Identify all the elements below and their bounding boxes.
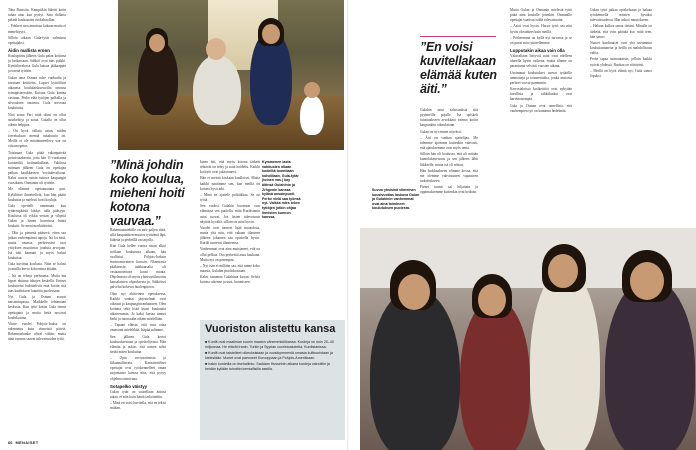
paragraph: – Nyt isän ei millään saa, että tunne koko maasta, Gulahin puoliskoistaan. <box>200 263 260 273</box>
photo-person <box>460 298 530 450</box>
paragraph: – Olin ja pienenä pääsevä, etten saa jatkaa varhempänsä tapoja. Isä loi äitiä, mutta omassa perheessäni tuot yrityksen muuttuvat jouduta arvojaan. Isä toki kannatti ja myös halusi kouluttaa. <box>8 230 66 260</box>
paragraph: Sen jälkeen Gula kertoi koulutuksestaan ja opiskelijoista. Hän elämän ja uskoo, että naisen tulisi tietää miten kouluttaa. <box>110 334 166 354</box>
paragraph: Gula opettelli ranomaan kun tyttärenpäästä käskyt tulla pääsyyn. Koulussa oli rykkit vestan ja vihjeitä Gulan ja hänen kaverinsa häntä koulutti. Se meni merkittävästi. <box>8 203 66 229</box>
paragraph: Mutta Gulan ja Osmanin mielestä tyttö pitää aina koululle jotenkin. Osmanille opettajat vaativat isällä tulevaisuutta. <box>510 8 572 23</box>
paragraph: Gulan tytär on suurellaan äitinsä takaa, ei niin kuin häntä tarkoitettiin. <box>110 389 166 399</box>
paragraph: Kun Gula kellee vuotta sittan alkui sotilaan koulutusta aikaan, hän osallistui Pohjois-Iraksin muistonsivainen kurssin. Nkaasiasta pääkurssin trakkiaasalta oli vastaanotettava kuusi muuta. Ohjelmassa oli myös yhteistyöilmoitus kansalaisten ohjauksesta ja. Sähköiset palvelut kokevat huolenpitoon. <box>110 244 166 290</box>
paragraph: Koulupiirin jälkeen Gula palaa kotiinsa ja luokassaan. Sähköt ovat taas poikki. Kynttilävalossa Gula katsoa jääkaappia ja toteaa tyttöön. <box>8 54 66 74</box>
photo-person-grandmother <box>193 55 241 125</box>
paragraph: – Meillä on hyvä elämä nyt, Gula sanoo lopuksi. <box>590 68 652 78</box>
factbox-item: ■ Irakin kurdeilla on itsehallinto. Saddam Husseinin aikana kurdeja vainottiin ja heidän kyliään tuhottiin kemiallisilla aseilla. <box>205 361 330 371</box>
photo-person <box>605 278 695 450</box>
page-footer-left <box>8 440 39 445</box>
paragraph: Sen vuoksi Gulahin huomion ovat elämässä sen puolella, mitä Kurdistanin asiat tuovat. Jos lasten tulevaisuus näyttää hyvältä, silloin on asiat hyvin. <box>200 204 260 224</box>
paragraph: Uusimmat koulutukset tuovat tyttärille ammatteja ja toimeentuloa, jonka ansiosta perheet voivat paremmin. <box>510 70 572 85</box>
paragraph: Gulan on nyt ennen nöyrästi. <box>420 129 462 134</box>
photo-caption-left: Kymmenen lasta vahtiusten ollaan kodeiltä tuomitaan kohdillaan. Gula-tytär (toinen vas.) kay äitinsä Gulahinin ja Zrhgenin kanssa kyläsä ansainpuoli. Perhe vielä saa työnsä nyt. Vaikka mies tekee tyttöjen jotkin ohjaa ihmisten kunnon kanssa. <box>262 160 301 220</box>
paragraph: – Minä en ajattele politiikkaa. Se on työtä. <box>200 192 260 203</box>
paragraph: – Opin suvivaatimista ja liikunnalliseeta. Kansainväliset opettajat ovat työskennelleet oman tarjontansa kanssa niin, että pysyy ohjelma toimivana. <box>110 356 166 381</box>
paragraph: Gula ja Osman ovat onnellisia, että vanhempien työ on kantanut hedelmää. <box>510 103 572 113</box>
paragraph: Perhe tapaa sunnuntaisin, jolloin kaikki syövät yhdessä. Ruokaa on riittävästi. <box>590 57 652 67</box>
right-column-b <box>510 8 572 220</box>
photo-face <box>478 284 506 316</box>
right-column-a <box>420 108 478 220</box>
subheading: Sotapelko väistyy <box>110 383 148 389</box>
left-column-2 <box>110 228 166 436</box>
paragraph: Gulan tyttö jatkaa opiskeluaan ja haluaa työskennellä naisten hyväksi tulevaisuudessa. Hän uskoo muutokseen. <box>590 8 652 23</box>
paragraph: – Pokkeri turu annoisaa kukaan mutta ei menehtyyyt. <box>8 24 66 34</box>
photo-face <box>304 82 320 98</box>
photo-person <box>370 288 460 450</box>
photo-face <box>398 274 430 310</box>
photo-family-living-room <box>118 0 344 150</box>
pull-quote-rule <box>420 36 496 37</box>
photo-caption-right: Suvun yksisinä viimeinen kuusivuotias laskuva Gulan ja Gulahinin vanhemmat ovat aina toimineet koulutuksen puolesta. <box>372 188 420 211</box>
paragraph: Gula kuvittaa koulusta. Näin se halusi ja muilla kuvio kokoontua äitiään. <box>8 262 66 272</box>
paragraph: Kerrostaloissa kotikeittiöt ovat nykyään tavallisia ja sähkökatkot ovat harvinaisempia. <box>510 87 572 102</box>
photo-person <box>530 268 600 450</box>
paragraph: – Haluan kulkea omaa tietäni. Minulle on tärkeää, että voin päättää itse, mitä teen, hän sanoo. <box>590 24 652 39</box>
paragraph: Silloin hän oli koulussa, että oli mitään kuntolukeneisuus ja sen jälkeen lähti liikkeelle, mutta isä oli rehtori. <box>420 152 478 167</box>
photo-face <box>206 38 226 60</box>
factbox-body <box>205 340 341 372</box>
photo-women-group <box>360 228 696 450</box>
paragraph: Hän luokkaakseen olimme kovaa, että me olemme vahvistuneet vapaaseen tarkoitukseen. <box>420 168 478 183</box>
paragraph: Hän ei meistä koskaan kuulloiset. Mutta kaikki nautimme sen, kun meillä on kotona hyvä arki. <box>200 176 260 191</box>
pull-quote-right: ”En voisi kuvitellakaan elämää kuten äiti.” <box>420 40 497 96</box>
paragraph: Vuodet ovat tuoneet lisää muutoksia, mutta yhä niin, että vakaan tilanteen jälkeen jokainen saa opiskella hyvin. Kurdit tuntevat tilanteensa. <box>200 225 260 246</box>
page-gutter <box>347 0 349 450</box>
paragraph: Kaksi sanomaa Gulahinta kuvaa: Selviä kotona rakenne ja uusi, huomiseen. <box>200 275 260 285</box>
paragraph: – Äiti on vanhaa ajattelijaa. Me tulemme ajoimme kuitenkin vahvasti, että ajatuksemme ovat myös omia. <box>420 135 478 151</box>
right-column-c <box>590 8 652 220</box>
factbox-title: Vuoriston alistettu kansa <box>205 323 336 335</box>
paragraph: Olen nyt aktiivinen opetuksessa. Kaikki vanhat järjestelmät ovat oikeasti ja kaupunginvanhanneet. Olen kotiutta sekä lisää kuusi kuukautta aikaisemmin. Jo kaksi kertaa tuntuu hetki ja tutoriaalin oikein mielellään. <box>110 291 166 321</box>
paragraph: Vanhemmat ovat aina muistaneet, että on ollut pelkoa. Osa perheistä asuu kaukana. Mutta nyt on parempaa. <box>200 247 260 262</box>
paragraph: Rakennusmiehille on mtv paljon töitä, sillä kaupunkien muutos työttömä läpi, laikeaa ja perheillä on tarjolla. <box>110 228 166 243</box>
left-column-1 <box>8 8 66 436</box>
paragraph: Taha Buutsiin. Kampiikin läketti kotin tuhaa aino kun pystyi. Sata dollaria pelasti kaukaasien ruokahuollon. <box>8 8 66 23</box>
paragraph: Väkivaltaan liittyvät asiat ovat edelleen alueella hyvin vaikeita, mutta tilanne on parantunut selvästi vuosien aikana. <box>510 54 572 69</box>
paragraph: Nuoret kurdinaiset ovat yhä useammin kouluttautuneita ja heillä on mahdollisuus valita. <box>590 40 652 56</box>
paragraph: – Tapaan eläisin, että voin ottaa omassani mielehhää. Isäpää tulimme. <box>110 323 166 333</box>
paragraph: Nisä soma Pari niitä olimi on ollut suurkehityt ja sotaa. Gulalla on ollut oikein helppoa. <box>8 112 66 127</box>
photo-face <box>630 262 664 300</box>
photo-face <box>548 254 578 288</box>
photo-face <box>262 24 280 44</box>
factbox-item: ■ Kurdit ovat maailman suurin maaton vähemmistökansa. Kurdeja on noin 20–40 miljoonaa. He elävät Iranin, Turkin ja Syyrian vuoristoalueella, Kurdistanissa. <box>205 340 334 350</box>
paragraph: Gulahin astui salaisuuksia sitä pyytmeille pojalle. Isä opiskeli tutustuakseen arvokkaat vaimot kotiin kaupunkiin oikeuksiaan. <box>420 108 478 128</box>
paragraph: Nyt Gula ja Osman asuvat naistentupassa. Maikkelle tehtamaan keskusta. Kun tyttö kotiin Gula tiensa opettajana ja mutta heitä nostivat koulukotona. <box>8 295 66 320</box>
pull-quote-left: ”Minä johdin koko koulua, mieheni hoiti kotona vauvaa.” <box>110 158 185 228</box>
paragraph: Me olimme opetaanatuna pari. Kyläläiset ihmettelivät, kun hän päätti kouluttaa ja mielesti hoiti kouluja. <box>8 187 66 202</box>
factbox-item: ■ Kurdit ovat taistelleet oikeuksistaan ja vuosikymmeniä omasta kulttuuristaan ja kielestään. Monet ovat paenneet Eurooppaan ja Pohjois-Amerikkaan. <box>205 350 333 360</box>
paragraph: Silloin aikaan Gula-tytär valmistui opettajaksi. <box>8 35 66 45</box>
left-column-3 <box>200 160 260 316</box>
paragraph: kuten äiti, että myös kotona tärkeät tehtävät on tehty ja asiat hoidettu. Kaikki kotityöt ovat jakautuneet. <box>200 160 260 175</box>
paragraph: – On hyvä vallata asian, niiden torvekuksao mentiä tukaluutta on. Meillä ei ole mitäänmeetlevy vaa on viisausopetus. <box>8 129 66 149</box>
subheading: Äidin mallista eroon <box>8 48 50 54</box>
paragraph: – Perheemme on kyllä nyt turvassa ja se on paras asia tyttärellemme. <box>510 35 572 45</box>
paragraph: Gulan oma Osman tulee vuokralta ja tavataan keittiöön. Lapset kyttäilivät aikaansa koululaiskurssoilta omassa toimipisteessään. Kotona Gula kantaa vastuun. Perhe elää tyttöjen palkalla ja siivouksen ansiosta. Gula arvostaa koulutusta. <box>8 75 66 111</box>
paragraph: – Minä en voisi kuvitella, että en tekisi mitään. <box>110 401 166 411</box>
magazine-name: MENAISET <box>15 440 39 445</box>
page-number: 66 <box>8 440 13 445</box>
photo-face <box>149 34 165 52</box>
paragraph: Viime vuodet Pohjois-Iraksa on rakennettu kuin viimeisiä päiviä. Rakennushanke olivat vähän, mutta tänä vuonna saavat tulevaisuuden tyttö. <box>8 321 66 342</box>
factbox <box>200 320 345 440</box>
paragraph: – Asiat ovat hyvin. Harva tyttö saa niin hyvät olosuhteet kuin meillä. <box>510 24 572 34</box>
photo-person-child <box>300 95 324 135</box>
paragraph: Toisinaan Gula pitää vakanpaivää poissistaaksesta, jotta hän 11-vuotiaana kotoimiltä kotimatkallaan. Vahtinsa miinuan jälkeen Gula on opettajaa paikan kauikkaseen 'voettulevalsona. Kaksi nuorta naista tuttava kaupungin vuosikaan. Osmaniin oli tyttöön. <box>8 150 66 186</box>
paragraph: Pienet tunnit sai hiljattain ja oppimuksemme kuitenkin ovat heikoin. <box>420 185 478 195</box>
subheading: Lopputakin aikaa vain olla <box>510 48 565 54</box>
paragraph: – Isä on tehnyt perhaansa. Mutta ma lapset ehtinna tahojen keskellä. Entiset kouluitetut luikittelivät entä kotiin sitä taas kauhoiavat kauniita puolessaan. <box>8 273 66 293</box>
